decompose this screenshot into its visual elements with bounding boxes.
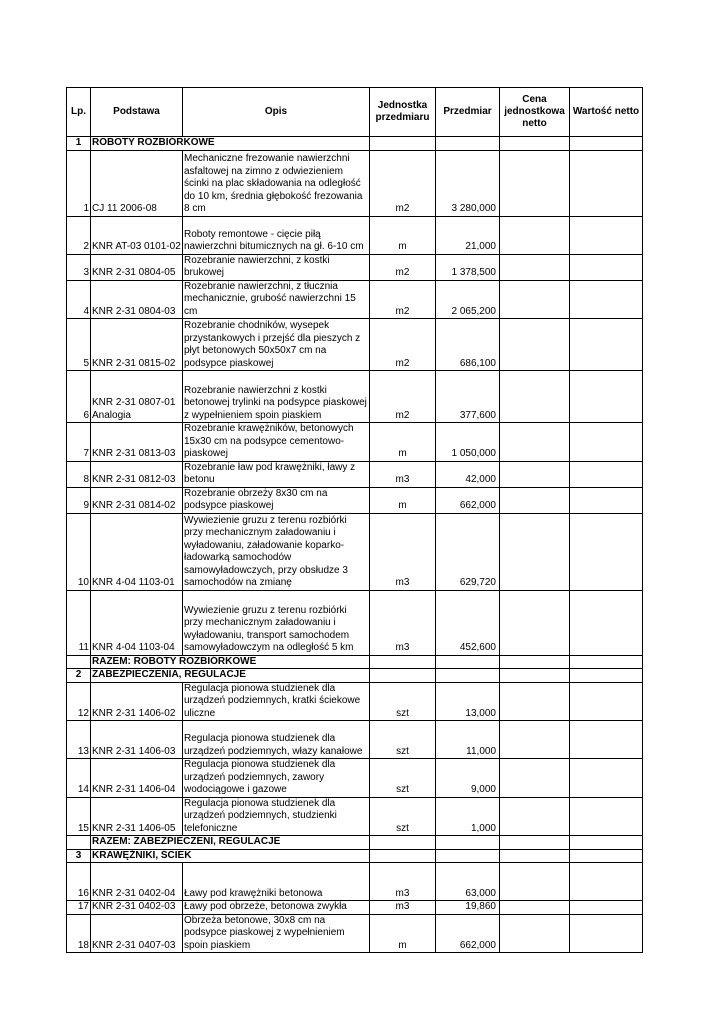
row-description: Obrzeża betonowe, 30x8 cm na podsypce piaskowej z wypełnieniem spoin piaskiem xyxy=(183,914,370,953)
section-total-row xyxy=(67,655,643,669)
row-unit-price xyxy=(500,487,570,513)
row-net-value xyxy=(570,797,643,836)
row-net-value xyxy=(570,759,643,798)
row-unit-price xyxy=(500,721,570,759)
row-lp: 2 xyxy=(67,216,91,254)
row-unit: m2 xyxy=(370,254,436,280)
row-quantity: 377,600 xyxy=(436,371,500,423)
row-unit-price xyxy=(500,319,570,371)
row-lp: 1 xyxy=(67,150,91,216)
section-header-row xyxy=(67,669,643,683)
row-unit: szt xyxy=(370,797,436,836)
row-unit: m3 xyxy=(370,513,436,590)
row-unit: m xyxy=(370,914,436,953)
row-basis: KNR 2-31 1406-03 xyxy=(91,721,183,759)
row-quantity: 1 050,000 xyxy=(436,423,500,462)
row-net-value xyxy=(570,280,643,319)
table-body xyxy=(67,137,643,953)
table-row xyxy=(67,150,643,216)
row-description: Rozebranie nawierzchni z kostki betonowej trylinki na podsypce piaskowej z wypełnieniem spoin piaskiem xyxy=(183,371,370,423)
row-basis: KNR 2-31 0402-03 xyxy=(91,901,183,915)
cost-estimate-table xyxy=(66,87,643,953)
section-number: 1 xyxy=(67,137,91,151)
row-basis: KNR 2-31 1406-05 xyxy=(91,797,183,836)
row-basis: KNR 2-31 0812-03 xyxy=(91,461,183,487)
row-quantity: 1 378,500 xyxy=(436,254,500,280)
row-description: Wywiezienie gruzu z terenu rozbiórki przy mechanicznym załadowaniu i wyładowaniu, transport samochodem samowyładowczym na odległość 5 km xyxy=(183,590,370,655)
row-quantity: 9,000 xyxy=(436,759,500,798)
row-unit: m3 xyxy=(370,461,436,487)
row-net-value xyxy=(570,901,643,915)
header-basis: Podstawa xyxy=(91,88,183,137)
row-basis: KNR 2-31 0814-02 xyxy=(91,487,183,513)
section-price-empty xyxy=(500,137,570,151)
row-unit: m2 xyxy=(370,150,436,216)
row-basis: KNR 2-31 0407-03 xyxy=(91,914,183,953)
row-quantity: 42,000 xyxy=(436,461,500,487)
table-row xyxy=(67,371,643,423)
total-unit-empty xyxy=(370,655,436,669)
table-row xyxy=(67,254,643,280)
row-basis: CJ 11 2006-08 xyxy=(91,150,183,216)
row-unit: m3 xyxy=(370,863,436,901)
row-net-value xyxy=(570,216,643,254)
section-value-empty xyxy=(570,669,643,683)
row-quantity: 662,000 xyxy=(436,487,500,513)
row-unit: m xyxy=(370,216,436,254)
row-unit-price xyxy=(500,216,570,254)
row-net-value xyxy=(570,682,643,721)
row-lp: 6 xyxy=(67,371,91,423)
row-net-value xyxy=(570,513,643,590)
row-quantity: 629,720 xyxy=(436,513,500,590)
total-qty-empty xyxy=(436,836,500,850)
row-quantity: 662,000 xyxy=(436,914,500,953)
row-lp: 4 xyxy=(67,280,91,319)
row-basis: KNR 2-31 0815-02 xyxy=(91,319,183,371)
row-net-value xyxy=(570,721,643,759)
section-unit-empty xyxy=(370,669,436,683)
row-unit: m2 xyxy=(370,319,436,371)
row-quantity: 11,000 xyxy=(436,721,500,759)
section-price-empty xyxy=(500,849,570,863)
section-total-label: RAZEM: ROBOTY ROZBIÓRKOWE xyxy=(91,655,370,669)
row-quantity: 21,000 xyxy=(436,216,500,254)
row-unit-price xyxy=(500,914,570,953)
row-lp: 9 xyxy=(67,487,91,513)
table-row xyxy=(67,461,643,487)
section-total-label: RAZEM: ZABEZPIECZENI, REGULACJE xyxy=(91,836,370,850)
row-net-value xyxy=(570,423,643,462)
row-lp: 15 xyxy=(67,797,91,836)
row-net-value xyxy=(570,590,643,655)
row-quantity: 452,600 xyxy=(436,590,500,655)
row-net-value xyxy=(570,461,643,487)
row-description: Roboty remontowe - cięcie piłą nawierzchni bitumicznych na gł. 6-10 cm xyxy=(183,216,370,254)
section-value-empty xyxy=(570,137,643,151)
row-unit-price xyxy=(500,280,570,319)
section-title: ROBOTY ROZBIÓRKOWE xyxy=(91,137,370,151)
total-price-empty xyxy=(500,836,570,850)
row-lp: 10 xyxy=(67,513,91,590)
row-quantity: 19,860 xyxy=(436,901,500,915)
row-unit-price xyxy=(500,461,570,487)
row-net-value xyxy=(570,487,643,513)
table-row xyxy=(67,590,643,655)
row-description: Rozebranie obrzeży 8x30 cm na podsypce piaskowej xyxy=(183,487,370,513)
table-row xyxy=(67,216,643,254)
header-net-value: Wartość netto xyxy=(570,88,643,137)
total-lp-empty xyxy=(67,655,91,669)
row-unit-price xyxy=(500,513,570,590)
row-net-value xyxy=(570,914,643,953)
row-unit: m2 xyxy=(370,280,436,319)
row-basis: KNR 2-31 1406-02 xyxy=(91,682,183,721)
row-lp: 5 xyxy=(67,319,91,371)
row-description: Ławy pod obrzeże, betonowa zwykła xyxy=(183,901,370,915)
section-price-empty xyxy=(500,669,570,683)
row-unit-price xyxy=(500,901,570,915)
total-price-empty xyxy=(500,655,570,669)
table-row xyxy=(67,797,643,836)
table-row xyxy=(67,863,643,901)
row-basis: KNR 4-04 1103-04 xyxy=(91,590,183,655)
header-quantity: Przedmiar xyxy=(436,88,500,137)
row-description: Regulacja pionowa studzienek dla urządzeń podziemnych, kratki ściekowe uliczne xyxy=(183,682,370,721)
row-quantity: 13,000 xyxy=(436,682,500,721)
row-basis: KNR 2-31 1406-04 xyxy=(91,759,183,798)
row-description: Rozebranie ław pod krawężniki, ławy z betonu xyxy=(183,461,370,487)
row-unit-price xyxy=(500,371,570,423)
header-lp: Lp. xyxy=(67,88,91,137)
total-qty-empty xyxy=(436,655,500,669)
section-qty-empty xyxy=(436,137,500,151)
table-row xyxy=(67,721,643,759)
header-description: Opis xyxy=(183,88,370,137)
row-unit: szt xyxy=(370,721,436,759)
row-basis: KNR 2-31 0813-03 xyxy=(91,423,183,462)
row-basis: KNR 2-31 0807-01 Analogia xyxy=(91,371,183,423)
row-unit-price xyxy=(500,423,570,462)
row-lp: 12 xyxy=(67,682,91,721)
table-row xyxy=(67,682,643,721)
table-row xyxy=(67,319,643,371)
table-row xyxy=(67,914,643,953)
row-description: Mechaniczne frezowanie nawierzchni asfaltowej na zimno z odwiezieniem ścinki na plac składowania na odległość do 10 km, średnia głębokość frezowania 8 cm xyxy=(183,150,370,216)
row-unit-price xyxy=(500,797,570,836)
row-description: Regulacja pionowa studzienek dla urządzeń podziemnych, włazy kanałowe xyxy=(183,721,370,759)
row-description: Wywiezienie gruzu z terenu rozbiórki przy mechanicznym załadowaniu i wyładowaniu, załadowanie koparko-ładowarką samochodów samowyładowczych, przy obsłudze 3 samochodów na zmianę xyxy=(183,513,370,590)
row-net-value xyxy=(570,371,643,423)
row-description: Regulacja pionowa studzienek dla urządzeń podziemnych, zawory wodociągowe i gazowe xyxy=(183,759,370,798)
section-qty-empty xyxy=(436,669,500,683)
row-net-value xyxy=(570,319,643,371)
row-unit: m2 xyxy=(370,371,436,423)
row-net-value xyxy=(570,150,643,216)
row-unit-price xyxy=(500,590,570,655)
section-unit-empty xyxy=(370,849,436,863)
header-unit-price: Cena jednostkowa netto xyxy=(500,88,570,137)
row-basis: KNR 2-31 0402-04 xyxy=(91,863,183,901)
total-unit-empty xyxy=(370,836,436,850)
row-lp: 16 xyxy=(67,863,91,901)
row-lp: 18 xyxy=(67,914,91,953)
row-description: Ławy pod krawężniki betonowa xyxy=(183,863,370,901)
row-unit: m3 xyxy=(370,590,436,655)
row-description: Rozebranie krawężników, betonowych 15x30 cm na podsypce cementowo-piaskowej xyxy=(183,423,370,462)
row-description: Rozebranie nawierzchni, z kostki brukowej xyxy=(183,254,370,280)
header-unit: Jednostka przedmiaru xyxy=(370,88,436,137)
row-net-value xyxy=(570,863,643,901)
row-basis: KNR AT-03 0101-02 xyxy=(91,216,183,254)
row-lp: 14 xyxy=(67,759,91,798)
row-unit-price xyxy=(500,682,570,721)
section-number: 3 xyxy=(67,849,91,863)
table-row xyxy=(67,759,643,798)
row-lp: 7 xyxy=(67,423,91,462)
row-unit: szt xyxy=(370,759,436,798)
section-title: ZABEZPIECZENIA, REGULACJE xyxy=(91,669,370,683)
row-lp: 11 xyxy=(67,590,91,655)
section-title: KRAWĘŻNIKI, ŚCIEK xyxy=(91,849,370,863)
row-unit-price xyxy=(500,759,570,798)
table-row xyxy=(67,487,643,513)
total-lp-empty xyxy=(67,836,91,850)
row-description: Regulacja pionowa studzienek dla urządzeń podziemnych, studzienki telefoniczne xyxy=(183,797,370,836)
row-unit-price xyxy=(500,863,570,901)
section-total-value xyxy=(570,836,643,850)
row-lp: 3 xyxy=(67,254,91,280)
row-net-value xyxy=(570,254,643,280)
table-row xyxy=(67,901,643,915)
row-unit-price xyxy=(500,150,570,216)
row-quantity: 3 280,000 xyxy=(436,150,500,216)
section-qty-empty xyxy=(436,849,500,863)
header-row xyxy=(67,88,643,137)
row-quantity: 2 065,200 xyxy=(436,280,500,319)
row-lp: 13 xyxy=(67,721,91,759)
table-row xyxy=(67,513,643,590)
row-quantity: 63,000 xyxy=(436,863,500,901)
row-lp: 17 xyxy=(67,901,91,915)
row-basis: KNR 2-31 0804-05 xyxy=(91,254,183,280)
section-total-value xyxy=(570,655,643,669)
row-unit: m3 xyxy=(370,901,436,915)
row-unit-price xyxy=(500,254,570,280)
row-basis: KNR 2-31 0804-03 xyxy=(91,280,183,319)
row-quantity: 1,000 xyxy=(436,797,500,836)
row-description: Rozebranie chodników, wysepek przystankowych i przejść dla pieszych z płyt betonowych 50x50x7 cm na podsypce piaskowej xyxy=(183,319,370,371)
row-unit: m xyxy=(370,487,436,513)
section-value-empty xyxy=(570,849,643,863)
row-quantity: 686,100 xyxy=(436,319,500,371)
section-number: 2 xyxy=(67,669,91,683)
row-basis: KNR 4-04 1103-01 xyxy=(91,513,183,590)
row-unit: m xyxy=(370,423,436,462)
table-row xyxy=(67,423,643,462)
row-unit: szt xyxy=(370,682,436,721)
row-description: Rozebranie nawierzchni, z tłucznia mechanicznie, grubość nawierzchni 15 cm xyxy=(183,280,370,319)
table-row xyxy=(67,280,643,319)
row-lp: 8 xyxy=(67,461,91,487)
section-header-row xyxy=(67,137,643,151)
section-unit-empty xyxy=(370,137,436,151)
section-header-row xyxy=(67,849,643,863)
section-total-row xyxy=(67,836,643,850)
